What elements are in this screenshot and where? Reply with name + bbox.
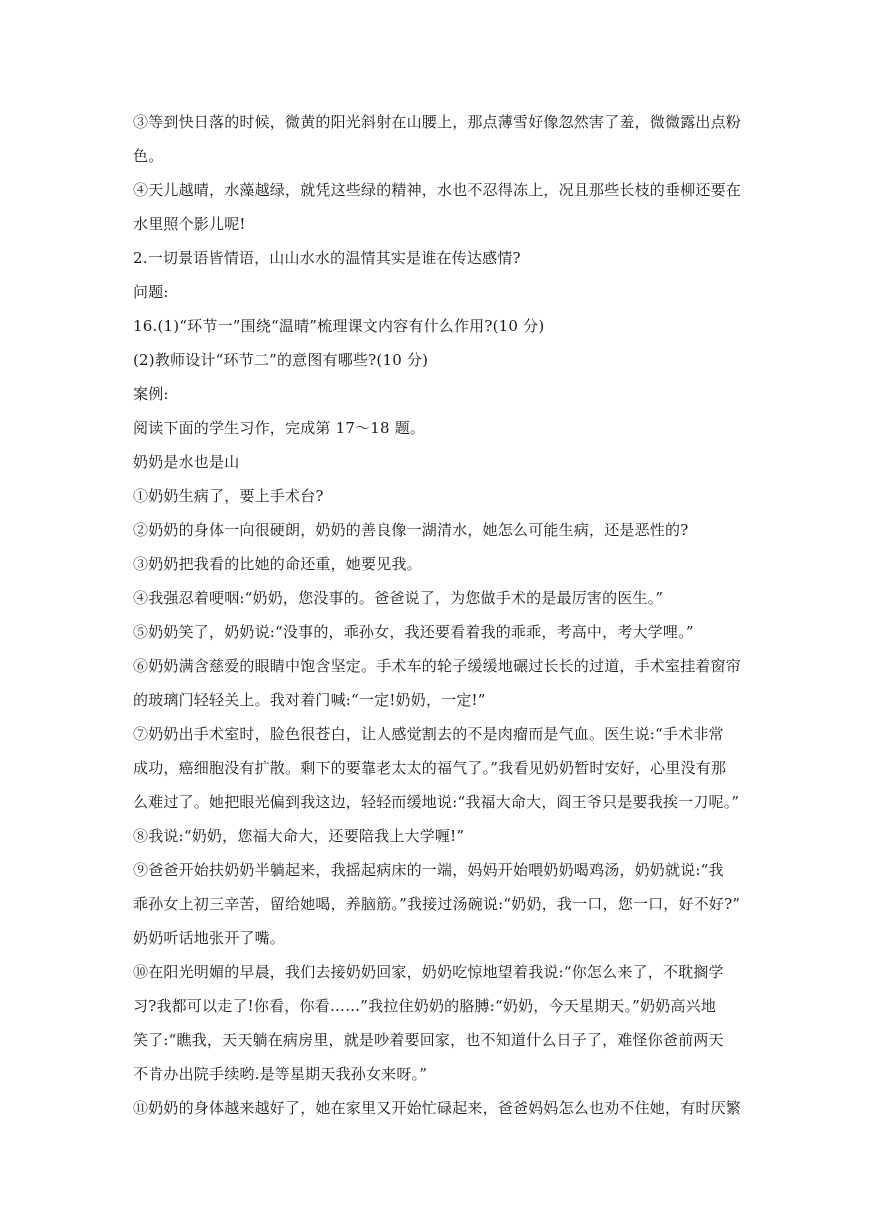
paragraph-line: 笑了:“瞧我，天天躺在病房里，就是吵着要回家，也不知道什么日子了，难怪你爸前两天 (133, 1031, 724, 1049)
paragraph-line: 习?我都可以走了!你看，你看……”我拉住奶奶的胳膊:“奶奶，今天星期天。”奶奶高兴地 (133, 997, 717, 1015)
paragraph-line: ⑥奶奶满含慈爱的眼睛中饱含坚定。手术车的轮子缓缓地碾过长长的过道，手术室挂着窗帘 (133, 657, 742, 675)
paragraph-line: 不肯办出院手续哟.是等星期天我孙女来呀。” (133, 1065, 428, 1083)
paragraph-line: ②奶奶的身体一向很硬朗，奶奶的善良像一湖清水，她怎么可能生病，还是恶性的? (133, 521, 689, 539)
paragraph-line: ③奶奶把我看的比她的命还重，她要见我。 (133, 555, 422, 573)
paragraph-line: 水里照个影儿呢! (133, 215, 246, 233)
paragraph-line: 的玻璃门轻轻关上。我对着门喊:“一定!奶奶，一定!” (133, 691, 486, 709)
section-label: 案例: (133, 385, 169, 403)
question-line: 16.(1)“环节一”围绕“温晴”梳理课文内容有什么作用?(10 分) (133, 317, 545, 335)
question-line: 2.一切景语皆情语，山山水水的温情其实是谁在传达感情? (133, 249, 521, 267)
essay-title: 奶奶是水也是山 (133, 453, 240, 471)
paragraph-line: ⑧我说:“奶奶，您福大命大，还要陪我上大学喱!” (133, 827, 465, 845)
paragraph-line: ⑨爸爸开始扶奶奶半躺起来，我摇起病床的一端，妈妈开始喂奶奶喝鸡汤，奶奶就说:“我 (133, 861, 724, 879)
paragraph-line: 乖孙女上初三辛苦，留给她喝，养脑筋。”我接过汤碗说:“奶奶，我一口，您一口，好不好?” (133, 895, 741, 913)
paragraph-line: ④我强忍着哽咽:“奶奶，您没事的。爸爸说了，为您做手术的是最厉害的医生。” (133, 589, 664, 607)
paragraph-line: ⑩在阳光明媚的早晨，我们去接奶奶回家，奶奶吃惊地望着我说:“你怎么来了，不耽搁学 (133, 963, 724, 981)
paragraph-line: ①奶奶生病了，要上手术台? (133, 487, 324, 505)
paragraph-line: ⑦奶奶出手术室时，脸色很苍白，让人感觉割去的不是肉瘤而是气血。医生说:“手术非常 (133, 725, 724, 743)
instruction-line: 阅读下面的学生习作，完成第 17～18 题。 (133, 419, 426, 437)
paragraph-line: ⑪奶奶的身体越来越好了，她在家里又开始忙碌起来，爸爸妈妈怎么也劝不住她，有时厌繁 (133, 1099, 742, 1117)
question-line: (2)教师设计“环节二”的意图有哪些?(10 分) (133, 351, 429, 369)
paragraph-line: 么难过了。她把眼光偏到我这边，轻轻而缓地说:“我福大命大，阎王爷只是要我挨一刀呢。” (133, 793, 740, 811)
paragraph-line: ③等到快日落的时候，微黄的阳光斜射在山腰上，那点薄雪好像忽然害了羞，微微露出点粉 (133, 113, 742, 131)
paragraph-line: 色。 (133, 147, 164, 165)
paragraph-line: ⑤奶奶笑了，奶奶说:“没事的，乖孙女，我还要看着我的乖乖，考高中，考大学哩。” (133, 623, 694, 641)
paragraph-line: 成功，癌细胞没有扩散。剩下的要靠老太太的福气了。”我看见奶奶暂时安好，心里没有那 (133, 759, 727, 777)
section-label: 问题: (133, 283, 169, 301)
paragraph-line: ④天儿越晴，水藻越绿，就凭这些绿的精神，水也不忍得冻上，况且那些长枝的垂柳还要在 (133, 181, 742, 199)
paragraph-line: 奶奶听话地张开了嘴。 (133, 929, 286, 947)
